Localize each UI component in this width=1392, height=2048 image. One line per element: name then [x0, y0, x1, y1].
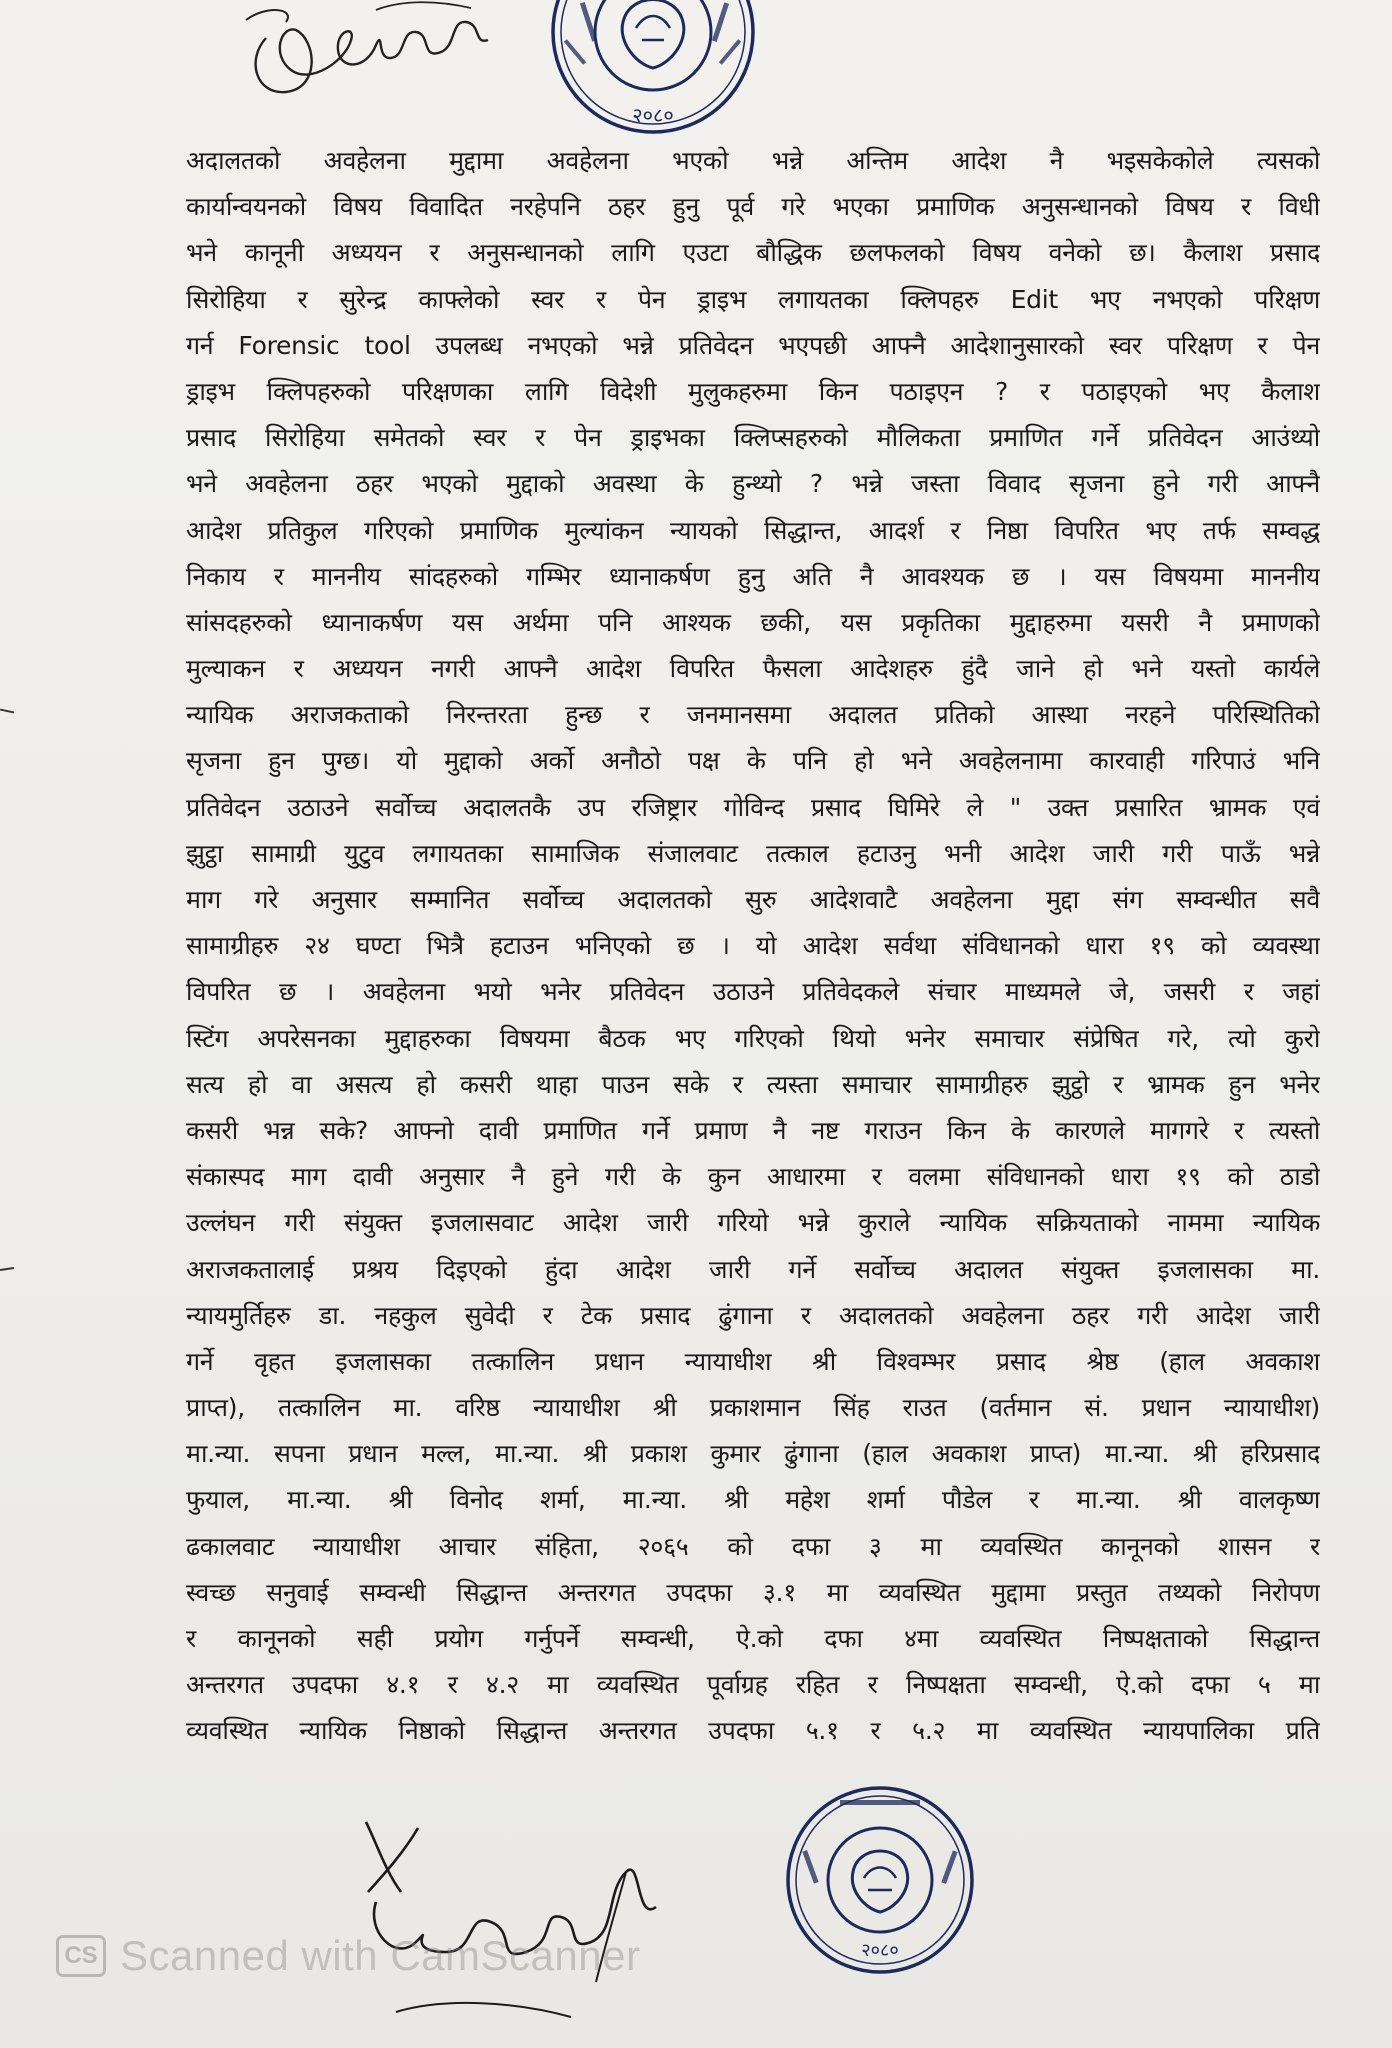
text-line: भने अवहेलना ठहर भएको मुद्दाको अवस्था के हुन्थ्यो ? भन्ने जस्ता विवाद सृजना हुने गरी आफ्नै: [186, 469, 1320, 499]
text-line: गर्ने वृहत इजलासका तत्कालिन प्रधान न्यायाधीश श्री विश्वम्भर प्रसाद श्रेष्ठ (हाल अवकाश: [186, 1346, 1320, 1376]
text-line: प्रसाद सिरोहिया समेतको स्वर र पेन ड्राइभका क्लिप्सहरुको मौलिकता प्रमाणित गर्ने प्रतिवेदन आउंथ्यो: [186, 423, 1320, 453]
top-official-seal: [538, 0, 768, 142]
margin-mark-lower: [0, 1267, 14, 1271]
text-line: फुयाल, मा.न्या. श्री विनोद शर्मा, मा.न्या. श्री महेश शर्मा पौडेल र मा.न्या. श्री वालकृष्ण: [186, 1485, 1320, 1515]
text-line: माग गरे अनुसार सम्मानित सर्वोच्च अदालतको सुरु आदेशवाटै अवहेलना मुद्दा संग सम्वन्धीत सवै: [186, 885, 1320, 914]
text-line: प्राप्त), तत्कालिन मा. वरिष्ठ न्यायाधीश श्री प्रकाशमान सिंह राउत (वर्तमान सं. प्रधान न्यायाधीश): [186, 1393, 1320, 1423]
text-line: व्यवस्थित न्यायिक निष्ठाको सिद्धान्त अन्तरगत उपदफा ५.१ र ५.२ मा व्यवस्थित न्यायपालिका प्रति: [186, 1716, 1320, 1746]
text-line: सांसदहरुको ध्यानाकर्षण यस अर्थमा पनि आश्यक छकी, यस प्रकृतिका मुद्दाहरुमा यसरी नै प्रमाणको: [186, 607, 1320, 637]
top-seal-year: २०८०: [632, 103, 674, 127]
camscanner-logo-icon: CS: [56, 1935, 106, 1977]
text-line: ड्राइभ क्लिपहरुको परिक्षणका लागि विदेशी मुलुकहरुमा किन पठाइएन ? र पठाइएको भए कैलाश: [186, 376, 1320, 406]
text-line: सृजना हुन पुग्छ। यो मुद्दाको अर्को अनौठो पक्ष के पनि हो भने अवहेलनामा कारवाही गरिपाउं भनि: [186, 746, 1320, 776]
text-line: स्टिंग अपरेसनका मुद्दाहरुका विषयमा बैठक भए गरिएको थियो भनेर समाचार संप्रेषित गरे, त्यो कुरो: [186, 1023, 1320, 1053]
text-line: मा.न्या. सपना प्रधान मल्ल, मा.न्या. श्री प्रकाश कुमार ढुंगाना (हाल अवकाश प्राप्त) मा.न्या. श्री हरिप्रसाद: [186, 1439, 1320, 1469]
camscanner-watermark: [56, 1932, 640, 1980]
text-line: विपरित छ । अवहेलना भयो भनेर प्रतिवेदन उठाउने प्रतिवेदकले संचार माध्यमले जे, जसरी र जहां: [186, 977, 1320, 1007]
margin-mark-upper: [0, 709, 14, 714]
text-line: स्वच्छ सनुवाई सम्वन्धी सिद्धान्त अन्तरगत उपदफा ३.१ मा व्यवस्थित मुद्दामा प्रस्तुत तथ्यको निरोपण: [186, 1577, 1320, 1607]
text-line: अदालतको अवहेलना मुद्दामा अवहेलना भएको भन्ने अन्तिम आदेश नै भइसकेकोले त्यसको: [186, 146, 1320, 175]
text-line: निकाय र माननीय सांदहरुको गम्भिर ध्यानाकर्षण हुनु अति नै आवश्यक छ । यस विषयमा माननीय: [186, 561, 1320, 591]
text-line: गर्न Forensic tool उपलब्ध नभएको भन्ने प्रतिवेदन भएपछी आफ्नै आदेशानुसारको स्वर परिक्षण र पेन: [186, 330, 1320, 360]
text-line: अराजकतालाई प्रश्रय दिइएको हुंदा आदेश जारी गर्ने सर्वोच्च अदालत संयुक्त इजलासका मा.: [186, 1254, 1320, 1284]
document-body: [186, 138, 1320, 1755]
text-line: कसरी भन्न सके? आफ्नो दावी प्रमाणित गर्ने प्रमाण नै नष्ट गराउन किन के कारणले मागगरे र त्यस्तो: [186, 1115, 1320, 1145]
text-line: सिरोहिया र सुरेन्द्र काफ्लेको स्वर र पेन ड्राइभ लगायतका क्लिपहरु Edit भए नभएको परिक्षण: [186, 284, 1320, 314]
text-line: अन्तरगत उपदफा ४.१ र ४.२ मा व्यवस्थित पूर्वाग्रह रहित र निष्पक्षता सम्वन्धी, ऐ.को दफा ५ मा: [186, 1670, 1320, 1700]
text-line: ढकालवाट न्यायाधीश आचार संहिता, २०६५ को दफा ३ मा व्यवस्थित कानूनको शासन र: [186, 1531, 1320, 1561]
bottom-official-seal: [780, 1780, 980, 1980]
text-line: न्यायिक अराजकताको निरन्तरता हुन्छ र जनमानसमा अदालत प्रतिको आस्था नरहने परिस्थितिको: [186, 700, 1320, 730]
text-line: संकास्पद माग दावी अनुसार नै हुने गरी के कुन आधारमा र वलमा संविधानको धारा १९ को ठाडो: [186, 1162, 1320, 1192]
text-line: र कानूनको सही प्रयोग गर्नुपर्ने सम्वन्धी, ऐ.को दफा ४मा व्यवस्थित निष्पक्षताको सिद्धान्त: [186, 1624, 1320, 1653]
text-line: न्यायमुर्तिहरु डा. नहकुल सुवेदी र टेक प्रसाद ढुंगाना र अदालतको अवहेलना ठहर गरी आदेश जारी: [186, 1300, 1320, 1330]
text-line: भने कानूनी अध्ययन र अनुसन्धानको लागि एउटा बौद्धिक छलफलको विषय वनेको छ। कैलाश प्रसाद: [186, 238, 1320, 268]
text-line: प्रतिवेदन उठाउने सर्वोच्च अदालतकै उप रजिष्ट्रार गोविन्द प्रसाद घिमिरे ले " उक्त प्रसारित भ्रामक एवं: [186, 792, 1320, 822]
text-line: मुल्याकन र अध्ययन नगरी आफ्नै आदेश विपरित फैसला आदेशहरु हुंदै जाने हो भने यस्तो कार्यले: [186, 654, 1320, 684]
text-line: झुट्ठा सामाग्री युटुव लगायतका सामाजिक संजालवाट तत्काल हटाउनु भनी आदेश जारी गरी पाऊँ भन्ने: [186, 838, 1320, 868]
top-signature: [226, 0, 526, 125]
text-line: उल्लंघन गरी संयुक्त इजलासवाट आदेश जारी गरियो भन्ने कुराले न्यायिक सक्रियताको नाममा न्यायिक: [186, 1208, 1320, 1238]
text-line: सामाग्रीहरु २४ घण्टा भित्रै हटाउन भनिएको छ । यो आदेश सर्वथा संविधानको धारा १९ को व्यवस्था: [186, 931, 1320, 961]
text-line: सत्य हो वा असत्य हो कसरी थाहा पाउन सके र त्यस्ता समाचार सामाग्रीहरु झुट्ठो र भ्रामक हुन भनेर: [186, 1069, 1320, 1099]
camscanner-text: Scanned with CamScanner: [120, 1932, 641, 1979]
bottom-signature: [356, 1812, 686, 2048]
text-line: कार्यान्वयनको विषय विवादित नरहेपनि ठहर हुनु पूर्व गरे भएका प्रमाणिक अनुसन्धानको विषय र विधी: [186, 192, 1320, 222]
text-line: आदेश प्रतिकुल गरिएको प्रमाणिक मुल्यांकन न्यायको सिद्धान्त, आदर्श र निष्ठा विपरित भए तर्फ सम्वद्ध: [186, 515, 1320, 545]
bottom-seal-year: २०८०: [861, 1940, 899, 1961]
